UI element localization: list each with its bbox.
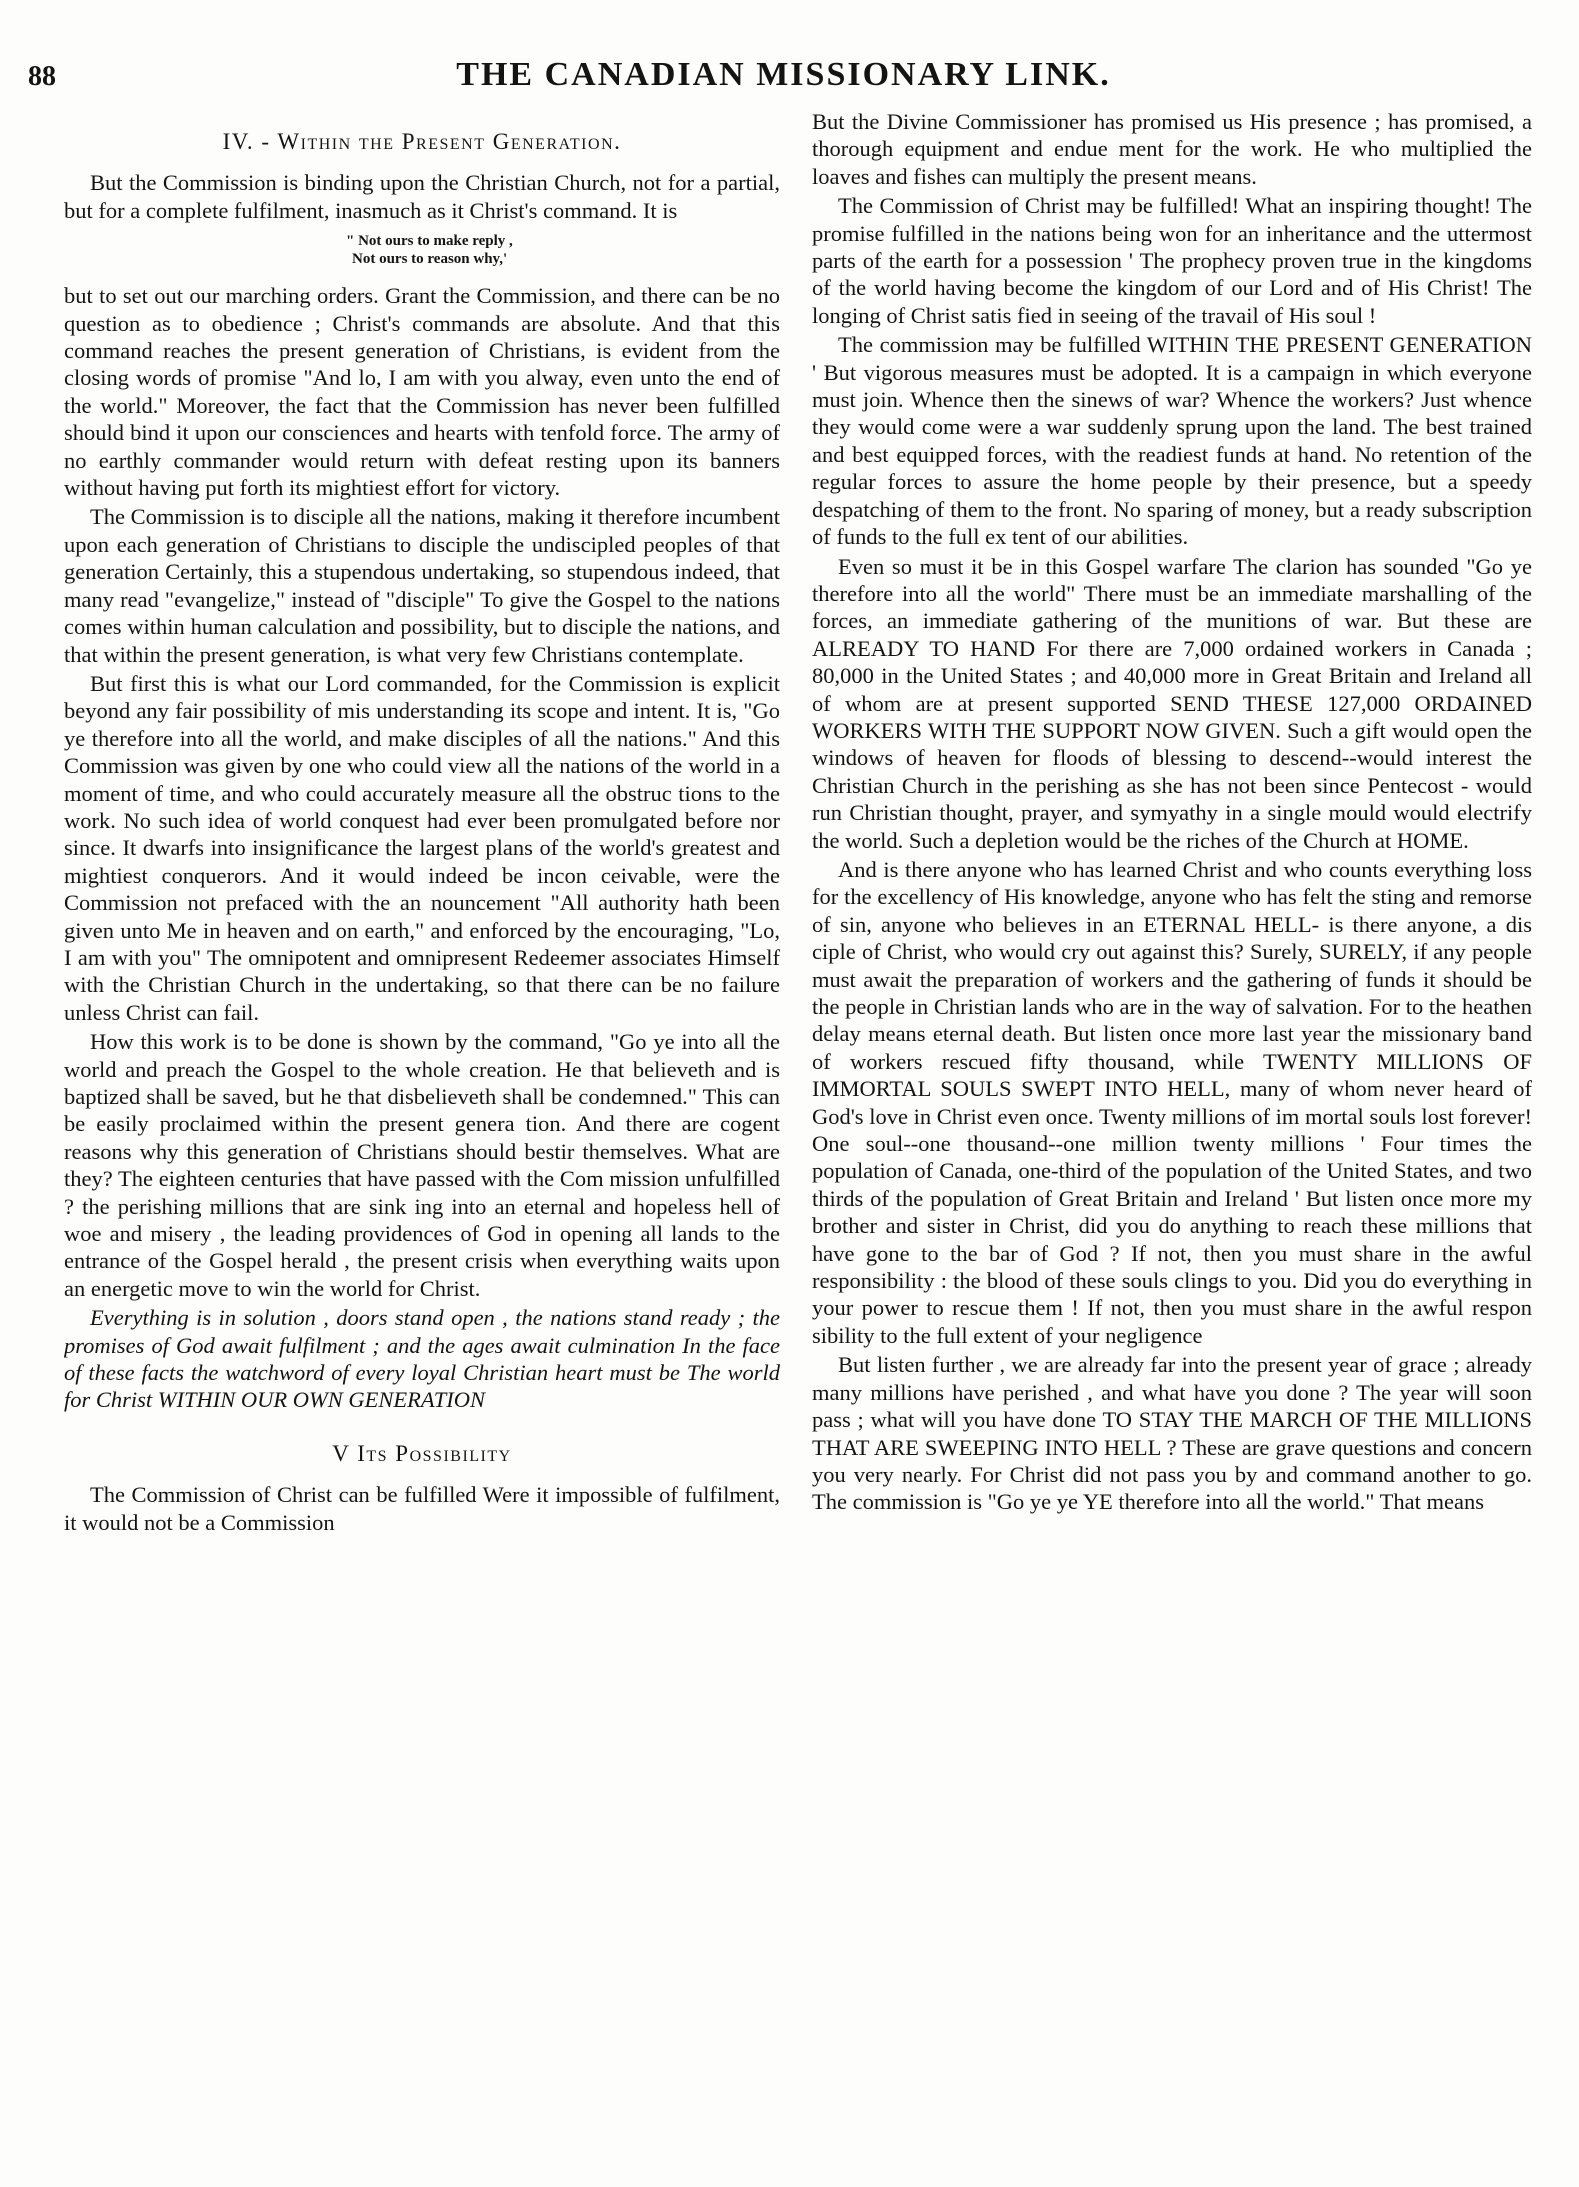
paragraph: But listen further , we are already far into the present year of grace ; already many millions have perished , and what have you done ? The year will soon pass ; what will you have done TO STAY THE MARCH OF THE MILLIONS THAT ARE SWEEPING INTO HELL ? These are grave questions and concern you very nearly. For Christ did not pass you by and command another to go. The commission is "Go ye ye YE therefore into all the world." That means <box>812 1352 1532 1515</box>
paragraph: But the Divine Commissioner has promised us His presence ; has promised, a thorough equipment and endue ment for the work. He who multiplied the loaves and fishes can multiply the present means. <box>812 109 1532 189</box>
paragraph: And is there anyone who has learned Christ and who counts everything loss for the excellency of His knowledge, anyone who has felt the sting and remorse of sin, anyone who believes in an ETERNAL HELL- is there anyone, a dis ciple of Christ, who would cry out against this? Surely, SURELY, if any people must await the preparation of workers and the gathering of funds it should be the people in Christian lands who are in the way of salvation. For to the heathen delay means eternal death. But listen once more last year the missionary band of workers rescued fifty thousand, while TWENTY MILLIONS OF IMMORTAL SOULS SWEPT INTO HELL, many of whom never heard of God's love in Christ even once. Twenty millions of im mortal souls lost forever! One soul--one thousand--one million twenty millions ' Four times the population of Canada, one-third of the population of the United States, and two thirds of the population of Great Britain and Ireland ' But listen once more my brother and sister in Christ, did you do anything to reach these millions that have gone to the bar of God ? If not, then you must share in the awful responsibility : the blood of these souls clings to you. Did you do everything in your power to rescue them ! If not, then you must share in the awful respon sibility to the full extent of your negligence <box>812 856 1532 1348</box>
paragraph: How this work is to be done is shown by the command, "Go ye into all the world and preach the Gospel to the whole creation. He that believeth and is baptized shall be saved, but he that disbelieveth shall be condemned." This can be easily proclaimed within the present genera tion. And there are cogent reasons why this generation of Christians should bestir themselves. What are they? The eighteen centuries that have passed with the Com mission unfulfilled ? the perishing millions that are sink ing into an eternal and hopeless hell of woe and misery , the leading providences of God in opening all lands to the entrance of the Gospel herald , the present crisis when everything waits upon an energetic move to win the world for Christ. <box>64 1029 780 1301</box>
block-quote <box>346 232 780 268</box>
paragraph: The Commission is to disciple all the nations, making it therefore incumbent upon each generation of Christians to disciple the undiscipled peoples of that generation Certainly, this a stupendous undertaking, so stupendous indeed, that many read "evangelize," instead of "disciple" To give the Gospel to the nations comes within human calculation and possibility, but to disciple the nations, and that within the present generation, is what very few Christians contemplate. <box>64 504 780 667</box>
paragraph: The Commission of Christ may be fulfilled! What an inspiring thought! The promise fulfilled in the nations being won for an inheritance and the uttermost parts of the earth for a possession ' The prophecy proven true in the kingdoms of the world having become the kingdom of our Lord and of His Christ! The longing of Christ satis fied in seeing of the travail of His soul ! <box>812 193 1532 328</box>
section-heading-iv: IV. - Within the Present Generation. <box>222 129 622 154</box>
paragraph: Even so must it be in this Gospel warfare The clarion has sounded "Go ye therefore into all the world" There must be an immediate marshalling of the forces, an immediate gathering of the munitions of war. But these are ALREADY TO HAND For there are 7,000 ordained workers in Canada ; 80,000 in the United States ; and 40,000 more in Great Britain and Ireland all of whom are at present supported SEND THESE 127,000 ORDAINED WORKERS WITH THE SUPPORT NOW GIVEN. Such a gift would open the windows of heaven for floods of blessing to descend--would interest the Christian Church in the perishing as she has not been since Pentecost - would run Christian thought, prayer, and symyathy in a single mould would electrify the world. Such a depletion would be the riches of the Church at HOME. <box>812 553 1532 853</box>
right-column <box>812 108 1532 2138</box>
quote-line: Not ours to reason why,' <box>352 251 508 268</box>
quote-line: " Not ours to make reply , <box>346 233 513 250</box>
page-number: 88 <box>28 61 56 92</box>
paragraph: The Commission of Christ can be fulfilled Were it impossible of fulfilment, it would not be a Commission <box>64 1482 780 1535</box>
masthead-title: THE CANADIAN MISSIONARY LINK. <box>456 56 1111 93</box>
section-heading-v: V Its Possibility <box>332 1440 512 1466</box>
paragraph: But the Commission is binding upon the Christian Church, not for a partial, but for a complete fulfilment, inasmuch as it Christ's command. It is <box>64 170 780 223</box>
page-header <box>28 56 1539 106</box>
paragraph: but to set out our marching orders. Grant the Commission, and there can be no question as to obedience ; Christ's commands are absolute. And that this command reaches the present generation of Christians, is evident from the closing words of promise "And lo, I am with you alway, even unto the end of the world." Moreover, the fact that the Commission has never been fulfilled should bind it upon our consciences and hearts with tenfold force. The army of no earthly commander would return with defeat resting upon its banners without having put forth its mightiest effort for victory. <box>64 283 780 501</box>
left-column <box>64 128 780 2158</box>
paragraph: The commission may be fulfilled WITHIN THE PRESENT GENERATION ' But vigorous measures must be adopted. It is a campaign in which everyone must join. Whence then the sinews of war? Whence the workers? Just whence they would come were a war suddenly sprung upon the land. The best trained and best equipped forces, with the readiest funds at hand. No retention of the regular forces to assure the home people by their presence, but a speedy despatching of them to the front. No sparing of money, but a ready subscription of funds to the full ex tent of our abilities. <box>812 332 1532 550</box>
paragraph: But first this is what our Lord commanded, for the Commission is explicit beyond any fair possibility of mis understanding its scope and intent. It is, "Go ye therefore into all the world, and make disciples of all the nations." And this Commission was given by one who could view all the nations of the world in a moment of time, and who could accurately measure all the obstruc tions to the work. No such idea of world conquest had ever been promulgated before nor since. It dwarfs into insignificance the largest plans of the world's greatest and mightiest conquerors. And it would indeed be incon ceivable, were the Commission not prefaced with the an nouncement "All authority hath been given unto Me in heaven and on earth," and enforced by the encouraging, "Lo, I am with you" The omnipotent and omnipresent Redeemer associates Himself with the Christian Church in the undertaking, so that there can be no failure unless Christ can fail. <box>64 670 780 1025</box>
paragraph: Everything is in solution , doors stand open , the nations stand ready ; the promises of God await fulfilment ; and the ages await culmination In the face of these facts the watchword of every loyal Christian heart must be The world for Christ WITHIN OUR OWN GENERATION <box>64 1305 780 1413</box>
